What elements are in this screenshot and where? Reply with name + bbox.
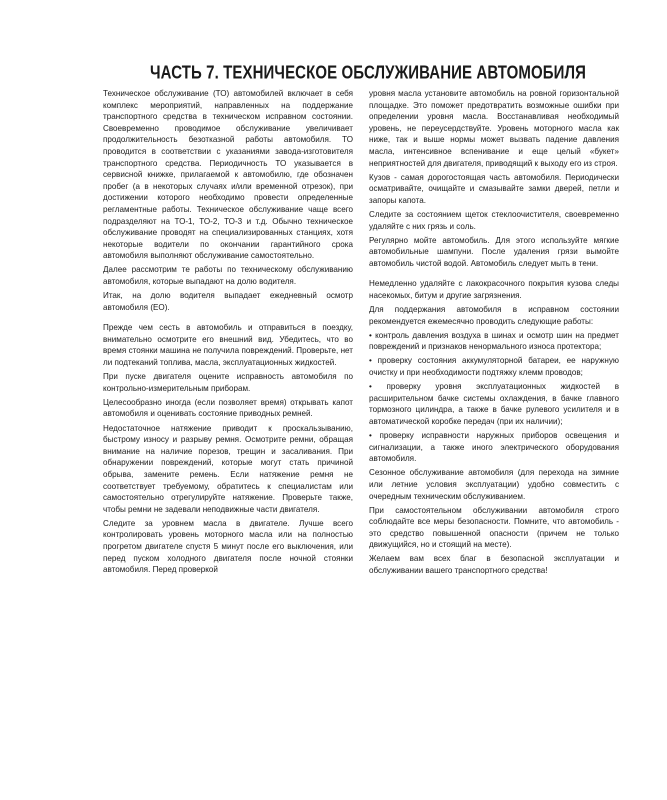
left-column bbox=[103, 88, 353, 578]
paragraph: Прежде чем сесть в автомобиль и отправиться в поездку, внимательно осмотрите его внешний вид. Убедитесь, что во время стоянки машина не получила повреждений. Проверьте, нет ли подтеканий топлива, масла, эксплуатационных жидкостей. bbox=[103, 323, 353, 368]
paragraph: Далее рассмотрим те работы по техническому обслуживанию автомобиля, которые выпадают на долю водителя. bbox=[103, 265, 353, 286]
paragraph: Для поддержания автомобиля в исправном состоянии рекомендуется ежемесячно проводить следующие работы: bbox=[369, 305, 619, 326]
paragraph: Регулярно мойте автомобиль. Для этого используйте мягкие автомобильные шампуни. После удаления грязи вымойте автомобиль чистой водой. Автомобиль следует мыть в тени. bbox=[369, 235, 619, 268]
paragraph: Техническое обслуживание (ТО) автомобилей включает в себя комплекс мероприятий, направленных на поддержание транспортного средства в техническом исправном состоянии. Своевременно проводимое обслуживание увеличивает продолжительность безотказной работы автомобиля. ТО проводится в соответствии с указаниями завода-изготовителя транспортного средства. Периодичность ТО указывается в сервисной книжке, прилагаемой к автомобилю, где обозначен пробег (а в некоторых случаях и/или временной отрезок), при достижении которого необходимо провести определенные регламентные работы. Техническое обслуживание чаще всего подразделяют на ТО-1, ТО-2, ТО-3 и т.д. Обычно техническое обслуживание проводят на специализированных станциях, хотя некоторые водители по окончании гарантийного срока автомобиля выполняют обслуживание самостоятельно. bbox=[103, 89, 353, 261]
list-item: • проверку уровня эксплуатационных жидкостей в расширительном бачке системы охлаждения, в бачке главного тормозного цилиндра, а также в бачке рулевого усилителя и в автоматической коробке передач (при их наличии); bbox=[369, 382, 619, 426]
paragraph: Целесообразно иногда (если позволяет время) открывать капот автомобиля и оценивать состояние приводных ремней. bbox=[103, 397, 353, 419]
page-title: ЧАСТЬ 7. ТЕХНИЧЕСКОЕ ОБСЛУЖИВАНИЕ АВТОМОБИЛЯ bbox=[150, 62, 586, 84]
paragraph: Немедленно удаляйте с лакокрасочного покрытия кузова следы насекомых, битум и другие загрязнения. bbox=[369, 279, 619, 300]
list-item: • проверку состояния аккумуляторной батареи, ее наружную очистку и при необходимости подтяжку клемм проводов; bbox=[369, 356, 619, 378]
paragraph: Следите за состоянием щеток стеклоочистителя, своевременно удаляйте с них грязь и соль. bbox=[369, 209, 619, 231]
paragraph: Желаем вам всех благ в безопасной эксплуатации и обслуживании вашего транспортного средства! bbox=[369, 554, 619, 576]
paragraph: Следите за уровнем масла в двигателе. Лучше всего контролировать уровень моторного масла или на полностью прогретом двигателе спустя 5 минут после его выключения, или перед пуском холодного двигателя после ночной стоянки автомобиля. Перед проверкой bbox=[103, 518, 353, 575]
list-item: • проверку исправности наружных приборов освещения и сигнализации, а также иного электрического оборудования автомобиля. bbox=[369, 431, 619, 464]
paragraph: Итак, на долю водителя выпадает ежедневный осмотр автомобиля (ЕО). bbox=[103, 291, 353, 312]
paragraph: При пуске двигателя оцените исправность автомобиля по контрольно-измерительным приборам. bbox=[103, 372, 353, 393]
paragraph: При самостоятельном обслуживании автомобиля строго соблюдайте все меры безопасности. Помните, что автомобиль - это средство повышенной опасности (причем не только движущийся, но и стоящий на месте). bbox=[369, 505, 619, 550]
paragraph: Сезонное обслуживание автомобиля (для перехода на зимние или летние условия эксплуатации) удобно совместить с очередным техническим обслуживанием. bbox=[369, 468, 619, 501]
paragraph: Кузов - самая дорогостоящая часть автомобиля. Периодически осматривайте, очищайте и смазывайте замки дверей, петли и запоры капота. bbox=[369, 172, 619, 205]
paragraph: уровня масла установите автомобиль на ровной горизонтальной площадке. Это поможет предотвратить возможные ошибки при определении уровня масла. Восстанавливая необходимый уровень, не переусердствуйте. Уровень моторного масла как ниже, так и выше нормы может вызвать падение давления масла, интенсивное вспенивание и еще целый «букет» неприятностей для двигателя, приводящий к выходу его из строя. bbox=[369, 89, 619, 168]
paragraph: Недостаточное натяжение приводит к проскальзыванию, быстрому износу и разрыву ремня. Осмотрите ремни, обращая внимание на наличие порезов, трещин и засаливания. При обнаружении повреждений, которые могут стать причиной обрыва, замените ремень. Если натяжение ремня не соответствует требуемому, обратитесь к специалистам или самостоятельно отрегулируйте натяжение. Проверьте также, чтобы ремни не задевали неподвижные части двигателя. bbox=[103, 423, 353, 514]
list-item: • контроль давления воздуха в шинах и осмотр шин на предмет повреждений и признаков ненормального износа протектора; bbox=[369, 330, 619, 352]
right-column bbox=[369, 88, 619, 579]
